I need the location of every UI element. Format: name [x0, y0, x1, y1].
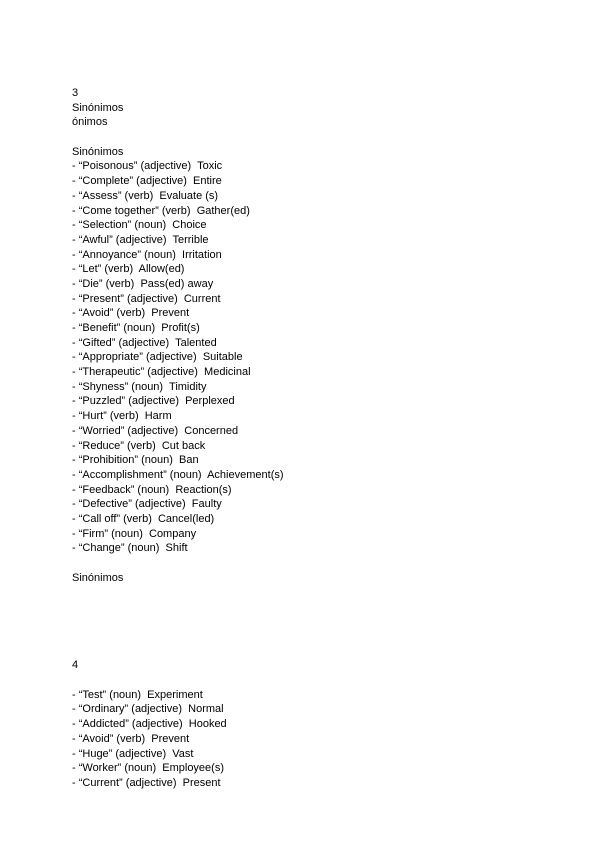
title-fragment: ónimos: [72, 116, 108, 129]
list-item: - “Accomplishment” (noun) Achievement(s): [72, 468, 284, 481]
list-item: - “Prohibition” (noun) Ban: [72, 454, 199, 467]
list-item: - “Present” (adjective) Current: [72, 292, 221, 305]
list-item: - “Come together” (verb) Gather(ed): [72, 204, 250, 217]
list-item: - “Avoid” (verb) Prevent: [72, 307, 190, 320]
section-title: Sinónimos: [72, 101, 124, 114]
list-item: - “Firm” (noun) Company: [72, 527, 197, 540]
list-item: - “Change” (noun) Shift: [72, 542, 188, 555]
list-item: - “Let” (verb) Allow(ed): [72, 263, 185, 276]
list-title: Sinónimos: [72, 145, 124, 158]
list-item: - “Die” (verb) Pass(ed) away: [72, 277, 214, 290]
page-number: 3: [72, 87, 79, 99]
list-item: - “Hurt” (verb) Harm: [72, 410, 172, 423]
list-item: - “Poisonous” (adjective) Toxic: [72, 160, 223, 173]
list-item: - “Awful” (adjective) Terrible: [72, 233, 209, 246]
list-item: - “Current” (adjective) Present: [72, 776, 221, 789]
document-page: [72, 86, 552, 791]
list-item: - “Feedback” (noun) Reaction(s): [72, 483, 232, 496]
list-item: - “Assess” (verb) Evaluate (s): [72, 189, 219, 202]
list-item: - “Ordinary” (adjective) Normal: [72, 703, 224, 716]
list-item: - “Gifted” (adjective) Talented: [72, 336, 217, 349]
list-item: - “Avoid” (verb) Prevent: [72, 732, 190, 745]
list-item: - “Worried” (adjective) Concerned: [72, 424, 239, 437]
list-item: - “Call off” (verb) Cancel(led): [72, 512, 215, 525]
list-item: - “Annoyance” (noun) Irritation: [72, 248, 222, 261]
footer-title: Sinónimos: [72, 571, 124, 584]
synonym-list: [72, 159, 552, 556]
synonym-list: [72, 688, 552, 791]
page-number: 4: [72, 659, 79, 672]
list-item: - “Test” (noun) Experiment: [72, 688, 203, 701]
list-item: - “Complete” (adjective) Entire: [72, 175, 222, 188]
spacer: [72, 130, 552, 145]
list-item: - “Selection” (noun) Choice: [72, 219, 207, 232]
spacer: [72, 673, 552, 688]
list-item: - “Huge” (adjective) Vast: [72, 747, 194, 760]
spacer: [72, 556, 552, 571]
spacer: [72, 585, 552, 658]
list-item: - “Therapeutic” (adjective) Medicinal: [72, 366, 251, 379]
list-item: - “Shyness” (noun) Timidity: [72, 380, 207, 393]
list-item: - “Puzzled” (adjective) Perplexed: [72, 395, 235, 408]
list-item: - “Appropriate” (adjective) Suitable: [72, 351, 243, 364]
list-item: - “Defective” (adjective) Faulty: [72, 498, 222, 511]
list-item: - “Worker” (noun) Employee(s): [72, 762, 224, 775]
list-item: - “Addicted” (adjective) Hooked: [72, 718, 227, 731]
list-item: - “Benefit” (noun) Profit(s): [72, 322, 200, 334]
list-item: - “Reduce” (verb) Cut back: [72, 439, 206, 452]
